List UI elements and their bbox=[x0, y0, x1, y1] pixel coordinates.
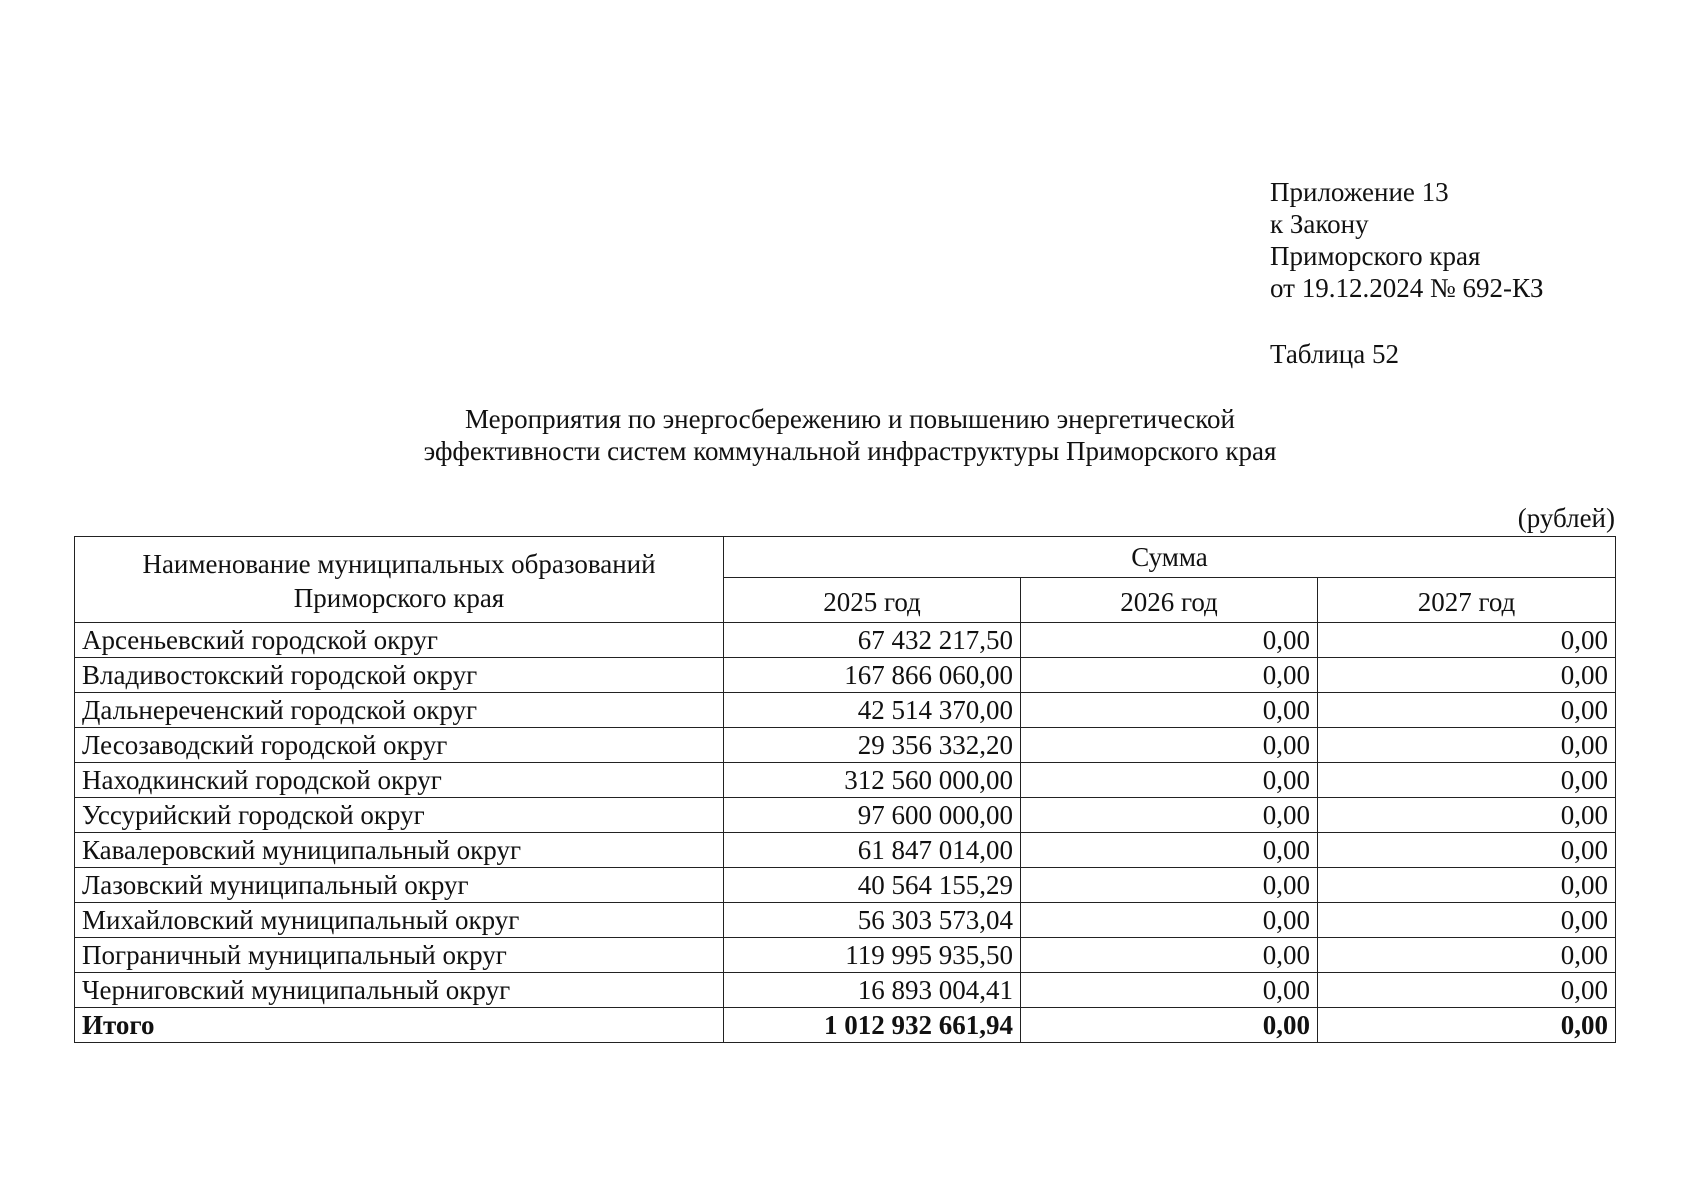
table-row bbox=[75, 763, 1616, 798]
amount-2025-cell: 97 600 000,00 bbox=[724, 798, 1021, 833]
total-2025-cell: 1 012 932 661,94 bbox=[724, 1008, 1021, 1043]
appendix-line: к Закону bbox=[1270, 209, 1369, 239]
municipality-name-cell: Лесозаводский городской округ bbox=[75, 728, 724, 763]
amount-2025-cell: 29 356 332,20 bbox=[724, 728, 1021, 763]
title-line: Мероприятия по энергосбережению и повышению энергетической bbox=[465, 404, 1235, 434]
amount-2026-cell: 0,00 bbox=[1021, 903, 1318, 938]
amount-2027-cell: 0,00 bbox=[1318, 728, 1616, 763]
funding-table bbox=[74, 536, 1616, 1043]
amount-2026-cell: 0,00 bbox=[1021, 623, 1318, 658]
amount-2025-cell: 16 893 004,41 bbox=[724, 973, 1021, 1008]
amount-2027-cell: 0,00 bbox=[1318, 623, 1616, 658]
amount-2026-cell: 0,00 bbox=[1021, 693, 1318, 728]
amount-2025-cell: 42 514 370,00 bbox=[724, 693, 1021, 728]
municipality-name-cell: Пограничный муниципальный округ bbox=[75, 938, 724, 973]
units-label: (рублей) bbox=[1517, 503, 1615, 533]
amount-2026-cell: 0,00 bbox=[1021, 938, 1318, 973]
table-body bbox=[75, 623, 1616, 1043]
column-header-year: 2026 год bbox=[1021, 578, 1318, 623]
municipality-name-cell: Михайловский муниципальный округ bbox=[75, 903, 724, 938]
appendix-reference bbox=[1270, 176, 1543, 304]
amount-2025-cell: 167 866 060,00 bbox=[724, 658, 1021, 693]
total-row bbox=[75, 1008, 1616, 1043]
column-header-name: Наименование муниципальных образований Приморского края bbox=[75, 537, 724, 623]
amount-2026-cell: 0,00 bbox=[1021, 763, 1318, 798]
amount-2027-cell: 0,00 bbox=[1318, 973, 1616, 1008]
amount-2026-cell: 0,00 bbox=[1021, 798, 1318, 833]
amount-2027-cell: 0,00 bbox=[1318, 868, 1616, 903]
amount-2027-cell: 0,00 bbox=[1318, 833, 1616, 868]
total-2027-cell: 0,00 bbox=[1318, 1008, 1616, 1043]
table-row bbox=[75, 868, 1616, 903]
amount-2026-cell: 0,00 bbox=[1021, 868, 1318, 903]
table-row bbox=[75, 798, 1616, 833]
column-header-year: 2025 год bbox=[724, 578, 1021, 623]
municipality-name-cell: Находкинский городской округ bbox=[75, 763, 724, 798]
amount-2025-cell: 67 432 217,50 bbox=[724, 623, 1021, 658]
amount-2025-cell: 119 995 935,50 bbox=[724, 938, 1021, 973]
amount-2026-cell: 0,00 bbox=[1021, 728, 1318, 763]
municipality-name-cell: Арсеньевский городской округ bbox=[75, 623, 724, 658]
table-row bbox=[75, 623, 1616, 658]
amount-2027-cell: 0,00 bbox=[1318, 763, 1616, 798]
total-2026-cell: 0,00 bbox=[1021, 1008, 1318, 1043]
amount-2026-cell: 0,00 bbox=[1021, 973, 1318, 1008]
amount-2027-cell: 0,00 bbox=[1318, 903, 1616, 938]
amount-2027-cell: 0,00 bbox=[1318, 938, 1616, 973]
table-row bbox=[75, 833, 1616, 868]
municipality-name-cell: Лазовский муниципальный округ bbox=[75, 868, 724, 903]
amount-2026-cell: 0,00 bbox=[1021, 833, 1318, 868]
amount-2027-cell: 0,00 bbox=[1318, 658, 1616, 693]
amount-2025-cell: 56 303 573,04 bbox=[724, 903, 1021, 938]
municipality-name-cell: Дальнереченский городской округ bbox=[75, 693, 724, 728]
column-header-sum: Сумма bbox=[724, 537, 1616, 578]
amount-2025-cell: 40 564 155,29 bbox=[724, 868, 1021, 903]
table-row bbox=[75, 903, 1616, 938]
table-row bbox=[75, 938, 1616, 973]
title-line: эффективности систем коммунальной инфраструктуры Приморского края bbox=[423, 436, 1277, 466]
amount-2025-cell: 61 847 014,00 bbox=[724, 833, 1021, 868]
table-number: Таблица 52 bbox=[1270, 339, 1399, 369]
municipality-name-cell: Кавалеровский муниципальный округ bbox=[75, 833, 724, 868]
column-header-year: 2027 год bbox=[1318, 578, 1616, 623]
amount-2027-cell: 0,00 bbox=[1318, 693, 1616, 728]
total-label-cell: Итого bbox=[75, 1008, 724, 1043]
appendix-line: от 19.12.2024 № 692-КЗ bbox=[1270, 273, 1544, 303]
table-row bbox=[75, 728, 1616, 763]
amount-2025-cell: 312 560 000,00 bbox=[724, 763, 1021, 798]
appendix-line: Приморского края bbox=[1270, 241, 1481, 271]
amount-2027-cell: 0,00 bbox=[1318, 798, 1616, 833]
municipality-name-cell: Черниговский муниципальный округ bbox=[75, 973, 724, 1008]
table-row bbox=[75, 658, 1616, 693]
municipality-name-cell: Владивостокский городской округ bbox=[75, 658, 724, 693]
table-row bbox=[75, 973, 1616, 1008]
municipality-name-cell: Уссурийский городской округ bbox=[75, 798, 724, 833]
document-title bbox=[300, 403, 1400, 467]
appendix-line: Приложение 13 bbox=[1270, 177, 1449, 207]
amount-2026-cell: 0,00 bbox=[1021, 658, 1318, 693]
table-row bbox=[75, 693, 1616, 728]
